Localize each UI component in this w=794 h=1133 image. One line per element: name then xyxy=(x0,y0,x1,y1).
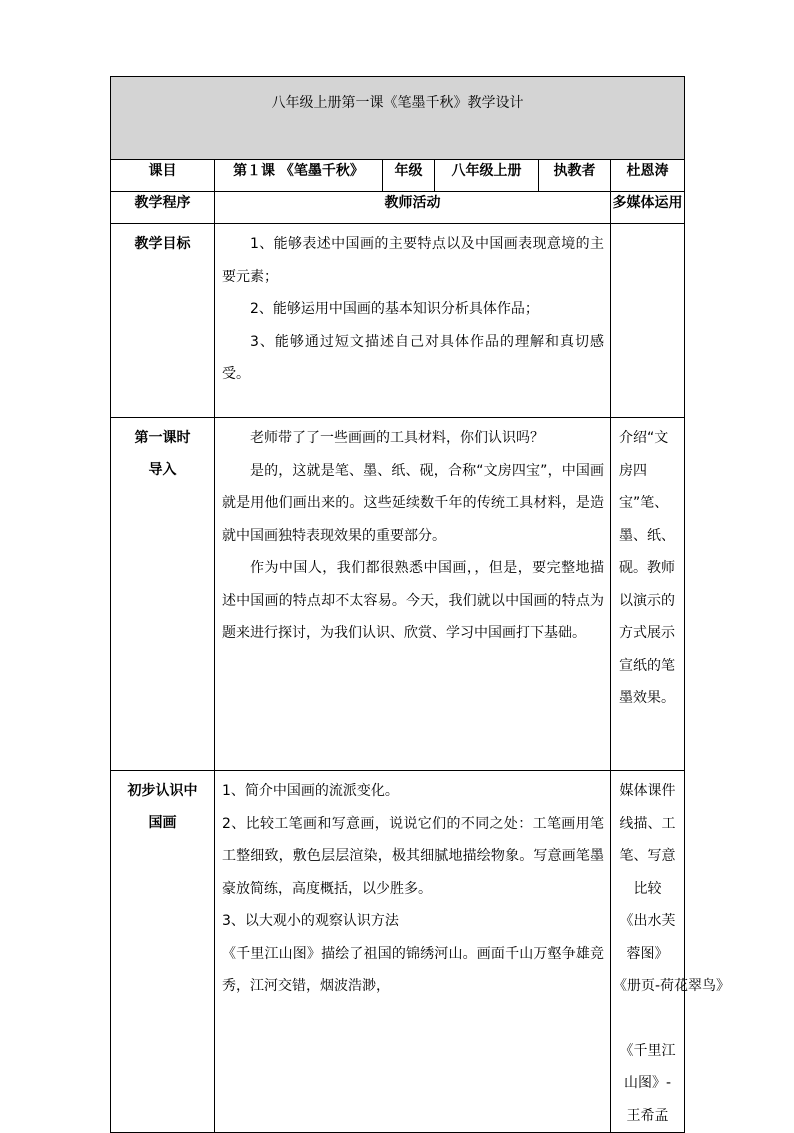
grade-value: 八年级上册 xyxy=(435,160,539,192)
initial-paragraph: 1、简介中国画的流派变化。 xyxy=(222,783,399,799)
header-media: 多媒体运用 xyxy=(611,192,685,224)
media-line: 王希孟 xyxy=(626,1107,669,1124)
initial-label-line2: 国画 xyxy=(148,815,177,831)
goals-row xyxy=(111,224,685,418)
teacher-label: 执教者 xyxy=(539,160,611,192)
teacher-value: 杜恩涛 xyxy=(611,160,685,192)
info-row xyxy=(111,160,685,192)
initial-content xyxy=(215,771,611,1133)
initial-paragraph: 3、以大观小的观察认识方法 xyxy=(222,913,399,929)
initial-paragraph: 《千里江山图》描绘了祖国的锦绣河山。画面千山万壑争雄竞秀，江河交错，烟波浩渺， xyxy=(222,945,604,994)
document-title: 八年级上册第一课《笔墨千秋》教学设计 xyxy=(271,95,524,111)
media-line: 《出水芙蓉图》 xyxy=(619,913,676,962)
intro-paragraph: 是的，这就是笔、墨、纸、砚，合称“文房四宝”，中国画就是用他们画出来的。这些延续数千年的传统工具材料，是造就中国画独特表现效果的重要部分。 xyxy=(222,462,604,544)
media-line: 线描、工笔、写意 xyxy=(619,815,676,864)
media-gap xyxy=(613,1003,682,1035)
initial-label-line1: 初步认识中 xyxy=(127,783,198,799)
title-cell xyxy=(111,77,685,160)
goals-content xyxy=(215,224,611,418)
goal-item: 2、能够运用中国画的基本知识分析具体作品； xyxy=(250,301,539,317)
media-line: 比较 xyxy=(633,880,662,897)
initial-row xyxy=(111,771,685,1133)
initial-label xyxy=(111,771,215,1133)
media-line: 《千里江山图》- xyxy=(619,1042,676,1091)
media-line: 媒体课件 xyxy=(619,783,676,799)
header-row xyxy=(111,192,685,224)
goals-label-text: 教学目标 xyxy=(134,236,191,252)
intro-paragraph: 老师带了了一些画画的工具材料，你们认识吗？ xyxy=(250,430,544,446)
course-value: 第１课 《笔墨千秋》 xyxy=(215,160,383,192)
goal-item: 1、能够表述中国画的主要特点以及中国画表现意境的主要元素； xyxy=(222,236,604,285)
intro-media xyxy=(611,418,685,771)
intro-label-line2: 导入 xyxy=(148,462,177,478)
lesson-plan-table xyxy=(110,76,731,1133)
intro-paragraph: 作为中国人，我们都很熟悉中国画，，但是，要完整地描述中国画的特点却不太容易。今天，我们就以中国画的特点为题来进行探讨，为我们认识、欣赏、学习中国画打下基础。 xyxy=(222,560,604,641)
header-procedure: 教学程序 xyxy=(111,192,215,224)
grade-label: 年级 xyxy=(383,160,435,192)
initial-media xyxy=(611,771,731,1133)
header-activity: 教师活动 xyxy=(215,192,611,224)
intro-row xyxy=(111,418,685,771)
intro-label xyxy=(111,418,215,771)
goals-media xyxy=(611,224,685,418)
course-label: 课目 xyxy=(111,160,215,192)
intro-media-text: 介绍“文房四宝”笔、墨、纸、砚。教师以演示的方式展示宣纸的笔墨效果。 xyxy=(619,430,675,706)
media-line: 《册页-荷花翠鸟》 xyxy=(613,978,731,994)
intro-content xyxy=(215,418,611,771)
goals-label xyxy=(111,224,215,418)
goal-item: 3、能够通过短文描述自己对具体作品的理解和真切感受。 xyxy=(222,333,604,382)
initial-paragraph: 2、比较工笔画和写意画，说说它们的不同之处：工笔画用笔工整细致，敷色层层渲染，极其细腻地描绘物象。写意画笔墨豪放简练，高度概括，以少胜多。 xyxy=(222,815,604,897)
intro-label-line1: 第一课时 xyxy=(134,430,191,446)
title-row xyxy=(111,77,685,160)
